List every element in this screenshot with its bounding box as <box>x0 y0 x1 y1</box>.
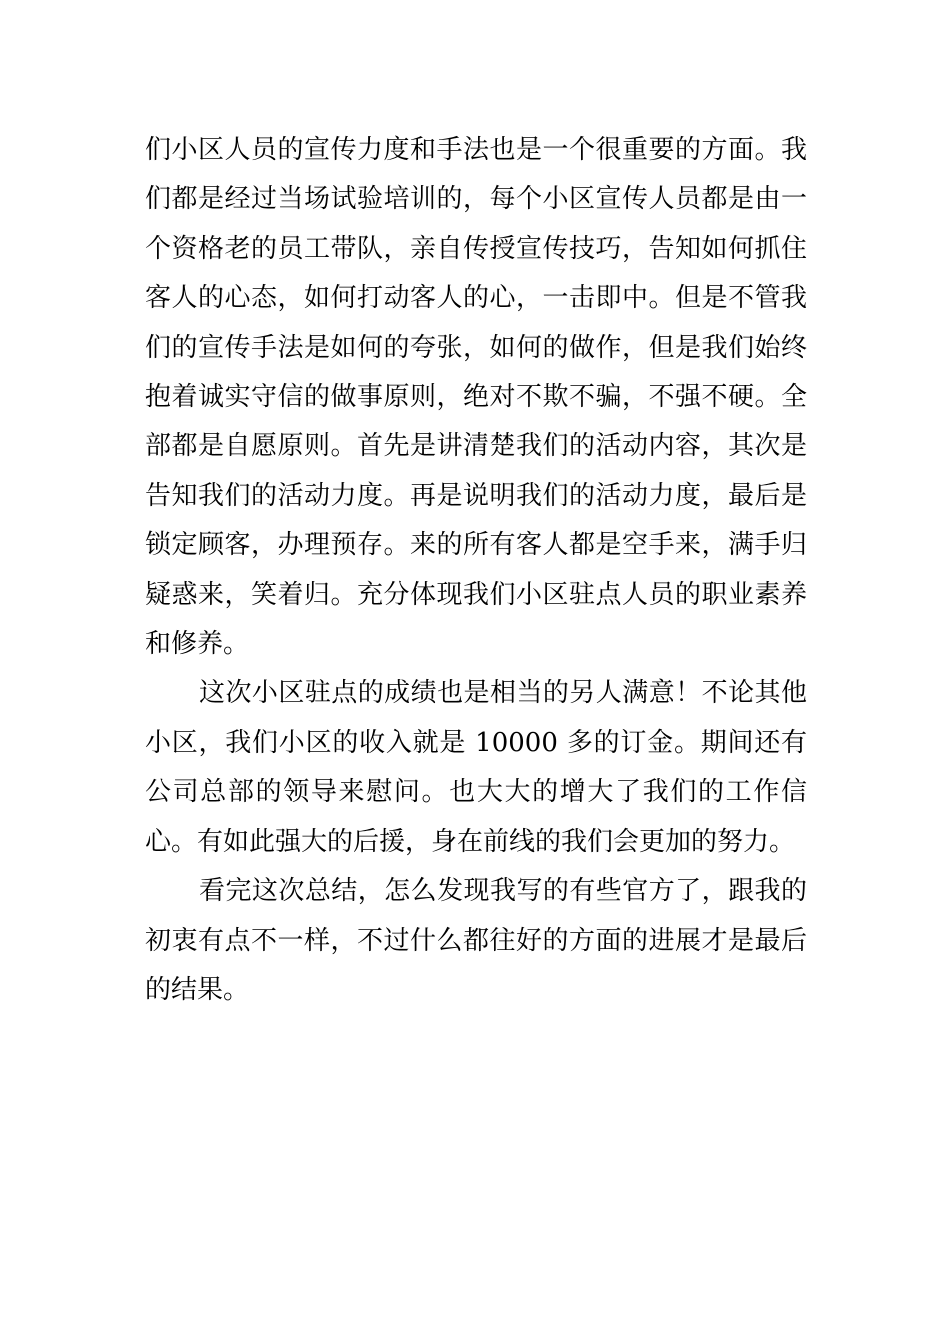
paragraph-2: 这次小区驻点的成绩也是相当的另人满意！不论其他小区，我们小区的收入就是 10000 多的订金。期间还有公司总部的领导来慰问。也大大的增大了我们的工作信心。有如此强大的后援，身在前线的我们会更加的努力。 <box>145 678 807 857</box>
paragraph-3: 看完这次总结，怎么发现我写的有些官方了，跟我的初衷有点不一样，不过什么都往好的方面的进展才是最后的结果。 <box>145 876 807 1005</box>
document-body <box>145 126 807 1015</box>
paragraph-1: 们小区人员的宣传力度和手法也是一个很重要的方面。我们都是经过当场试验培训的，每个小区宣传人员都是由一个资格老的员工带队，亲自传授宣传技巧，告知如何抓住客人的心态，如何打动客人的心，一击即中。但是不管我们的宣传手法是如何的夸张，如何的做作，但是我们始终抱着诚实守信的做事原则，绝对不欺不骗，不强不硬。全部都是自愿原则。首先是讲清楚我们的活动内容，其次是告知我们的活动力度。再是说明我们的活动力度，最后是锁定顾客，办理预存。来的所有客人都是空手来，满手归疑惑来，笑着归。充分体现我们小区驻点人员的职业素养和修养。 <box>145 135 807 660</box>
